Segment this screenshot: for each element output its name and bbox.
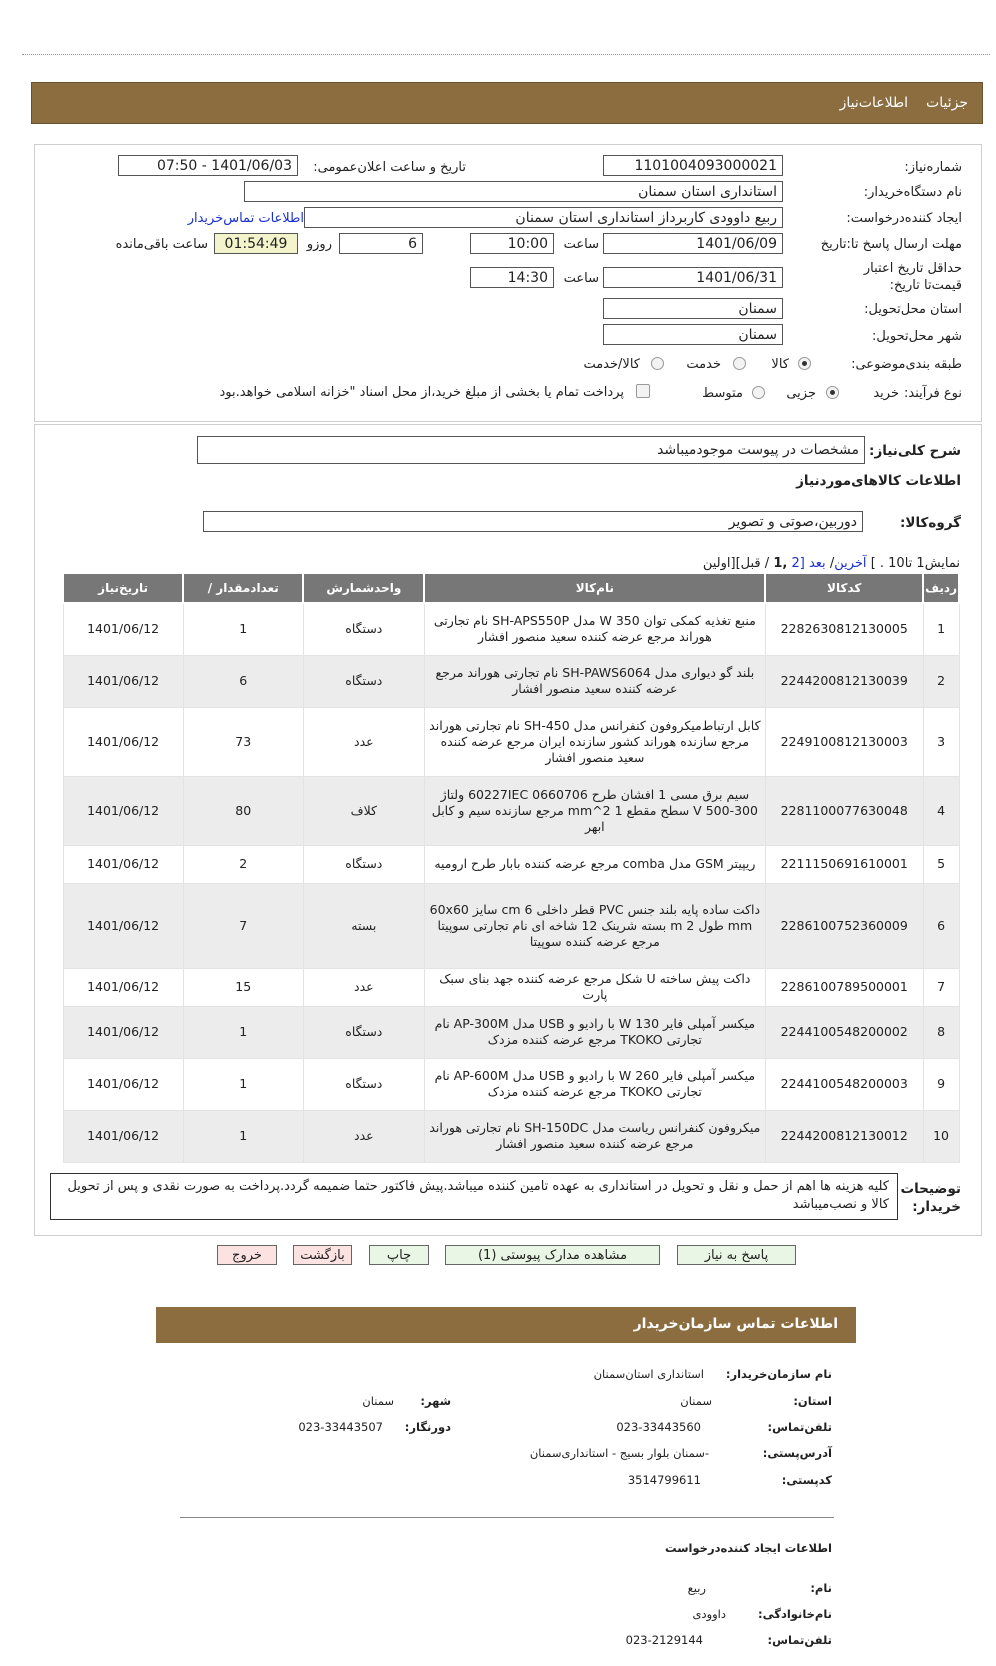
pagination-page-1: ,1 <box>773 556 788 571</box>
contact-city-value: سمنان <box>362 1394 394 1408</box>
deadline-time-field: 10:00 <box>470 233 554 254</box>
pagination-range: نمایش1 تا10 . ] <box>870 556 960 571</box>
cell-date: 1401/06/12 <box>63 845 183 883</box>
category-goods-label: کالا <box>771 357 789 372</box>
cell-unit: دستگاه <box>303 655 424 707</box>
goods-group-field: دوربین،صوتی و تصویر <box>203 511 863 532</box>
cell-name: میکسر آمپلی فایر 260 W با رادیو و USB مدل AP-600M نام تجارتی TKOKO مرجع عرضه کننده مزدک <box>424 1058 765 1110</box>
org-label: نام سازمان‌خریدار: <box>725 1367 832 1381</box>
pagination-page-2[interactable]: [2 <box>791 556 805 571</box>
cell-date: 1401/06/12 <box>63 1110 183 1162</box>
cell-code: 2286100752360009 <box>765 883 923 968</box>
table-row <box>63 883 959 968</box>
process-minor-radio[interactable] <box>826 386 839 399</box>
creator-family-label: نام‌خانوادگی: <box>758 1607 832 1621</box>
table-row <box>63 1006 959 1058</box>
cell-qty: 1 <box>183 1110 303 1162</box>
creator-name-value: ربیع <box>687 1581 706 1595</box>
table-row <box>63 655 959 707</box>
contact-city-label: شهر: <box>420 1394 451 1408</box>
creator-phone-value: 023-2129144 <box>625 1633 703 1647</box>
pagination-prev-first: قبل][اولین <box>702 556 761 571</box>
category-service-label: خدمت <box>686 357 721 372</box>
table-row <box>63 845 959 883</box>
creator-label: ایجاد کننده‌درخواست: <box>846 211 962 226</box>
tab-need-info[interactable]: اطلاعات‌نیاز <box>839 95 908 111</box>
category-goods-radio[interactable] <box>798 357 811 370</box>
col-name: نام‌کالا <box>424 573 765 603</box>
treasury-text: پرداخت تمام یا بخشی از مبلغ خرید،از محل اسناد "خزانه اسلامی خواهد.بود <box>219 385 624 400</box>
cell-code: 2286100789500001 <box>765 968 923 1006</box>
summary-label: شرح کلی‌نیاز: <box>869 443 961 459</box>
cell-name: ریپیتر GSM مدل comba مرجع عرضه کننده بابار طرح ارومیه <box>424 845 765 883</box>
cell-date: 1401/06/12 <box>63 968 183 1006</box>
top-divider <box>22 54 990 55</box>
buyer-org-label: نام دستگاه‌خریدار: <box>863 185 962 200</box>
contact-province-label: استان: <box>793 1394 832 1408</box>
process-medium-radio[interactable] <box>752 386 765 399</box>
cell-name: سیم برق مسی 1 افشان طرح 60227IEC 0660706 ولتاژ 300-500 V سطح مقطع 1 mm^2 مرجع سازنده سیم و کابل ابهر <box>424 776 765 845</box>
goods-table <box>62 572 960 1163</box>
cell-qty: 1 <box>183 1006 303 1058</box>
buyer-notes-label: توضیحات خریدار: <box>900 1181 961 1215</box>
cell-date: 1401/06/12 <box>63 1058 183 1110</box>
address-label: آدرس‌پستی: <box>762 1446 832 1460</box>
contact-title: اطلاعات تماس سازمان‌خریدار <box>633 1316 838 1332</box>
city-field: سمنان <box>603 324 783 345</box>
need-number-label: شماره‌نیاز: <box>904 160 962 175</box>
cell-unit: دستگاه <box>303 1006 424 1058</box>
reply-button[interactable]: پاسخ به نیاز <box>677 1245 796 1265</box>
process-buy-label: خرید <box>873 386 899 401</box>
fax-label: دورنگار: <box>404 1420 451 1434</box>
cell-name: داکت پیش ساخته U شکل مرجع عرضه کننده جهد بنای سبک پارت <box>424 968 765 1006</box>
pagination-last[interactable]: آخرین <box>834 556 867 571</box>
cell-row: 10 <box>923 1110 959 1162</box>
contact-province-value: سمنان <box>680 1394 712 1408</box>
cell-row: 6 <box>923 883 959 968</box>
print-button[interactable]: چاپ <box>369 1245 429 1265</box>
category-both-radio[interactable] <box>651 357 664 370</box>
cell-qty: 2 <box>183 845 303 883</box>
cell-date: 1401/06/12 <box>63 655 183 707</box>
deadline-label: مهلت ارسال پاسخ تا:تاریخ <box>820 237 962 252</box>
category-service-radio[interactable] <box>733 357 746 370</box>
cell-date: 1401/06/12 <box>63 776 183 845</box>
cell-code: 2211150691610001 <box>765 845 923 883</box>
cell-qty: 6 <box>183 655 303 707</box>
pagination <box>703 556 960 571</box>
cell-row: 8 <box>923 1006 959 1058</box>
cell-unit: بسته <box>303 883 424 968</box>
cell-name: کابل ارتباط‌میکروفون کنفرانس مدل SH-450 نام تجارتی هوراند مرجع سازنده هوراند کشور سازنده ایران مرجع عرضه کننده سعید منصور افشار <box>424 707 765 776</box>
buyer-notes-field: کلیه هزینه ها اهم از حمل و نقل و تحویل در استانداری به عهده تامین کننده میباشد.پیش فاکتور حتما ضمیمه گردد.پرداخت به صورت نقدی و پس از تحویل کالا و نصب‌میباشد <box>50 1173 898 1220</box>
postal-label: کدپستی: <box>781 1473 832 1487</box>
cell-unit: کلاف <box>303 776 424 845</box>
cell-qty: 7 <box>183 883 303 968</box>
contact-divider <box>180 1517 834 1518</box>
pagination-sep: / <box>829 556 835 571</box>
buyer-org-field: استانداری استان سمنان <box>244 181 783 202</box>
announce-label: تاریخ و ساعت اعلان‌عمومی: <box>313 160 466 175</box>
creator-family-value: داوودی <box>692 1607 726 1621</box>
goods-group-label: گروه‌کالا: <box>900 515 961 531</box>
col-row: ردیف <box>923 573 959 603</box>
process-minor-label: جزیی <box>786 386 816 401</box>
cell-code: 2281100077630048 <box>765 776 923 845</box>
cell-date: 1401/06/12 <box>63 1006 183 1058</box>
table-row <box>63 968 959 1006</box>
price-validity-date-field: 1401/06/31 <box>603 267 783 288</box>
province-label: استان محل‌تحویل: <box>864 302 962 317</box>
cell-unit: دستگاه <box>303 1058 424 1110</box>
contact-header <box>156 1307 856 1343</box>
province-field: سمنان <box>603 298 783 319</box>
cell-code: 2282630812130005 <box>765 603 923 655</box>
deadline-date-field: 1401/06/09 <box>603 233 783 254</box>
remaining-time-field: 01:54:49 <box>214 233 298 254</box>
cell-code: 2244200812130039 <box>765 655 923 707</box>
cell-qty: 1 <box>183 1058 303 1110</box>
cell-date: 1401/06/12 <box>63 707 183 776</box>
cell-unit: عدد <box>303 968 424 1006</box>
cell-name: میکسر آمپلی فایر 130 W با رادیو و USB مدل AP-300M نام تجارتی TKOKO مرجع عرضه کننده مزدک <box>424 1006 765 1058</box>
pagination-next[interactable]: بعد <box>808 556 826 571</box>
remaining-label: ساعت باقی‌مانده <box>115 237 208 252</box>
cell-code: 2244100548200002 <box>765 1006 923 1058</box>
announce-date-field: 1401/06/03 - 07:50 <box>118 155 298 176</box>
table-header-row <box>63 573 959 603</box>
cell-row: 1 <box>923 603 959 655</box>
cell-qty: 1 <box>183 603 303 655</box>
goods-info-title: اطلاعات کالاهای‌موردنیاز <box>796 473 961 489</box>
cell-row: 7 <box>923 968 959 1006</box>
cell-row: 3 <box>923 707 959 776</box>
table-row <box>63 776 959 845</box>
cell-code: 2244200812130012 <box>765 1110 923 1162</box>
exit-button[interactable]: خروج <box>217 1245 277 1265</box>
price-validity-time-label: ساعت <box>563 271 599 286</box>
cell-code: 2244100548200003 <box>765 1058 923 1110</box>
postal-value: 3514799611 <box>627 1473 701 1487</box>
creator-name-label: نام: <box>810 1581 832 1595</box>
cell-name: داکت ساده پایه بلند جنس PVC قطر داخلی 6 cm سایز 60x60 mm طول 2 m بسته شرینک 12 شاخه ای نام تجارتی سوپیتا مرجع عرضه کننده سوپیتا <box>424 883 765 968</box>
city-label: شهر محل‌تحویل: <box>872 329 962 344</box>
price-validity-label: حداقل تاریخ اعتبار قیمت‌تا تاریخ: <box>863 261 962 293</box>
process-medium-label: متوسط <box>702 386 743 401</box>
cell-unit: دستگاه <box>303 603 424 655</box>
creator-field: ربیع داوودی کاربرداز استانداری استان سمنان <box>304 207 783 228</box>
phone-label: تلفن‌تماس: <box>767 1420 832 1434</box>
col-unit: واحدشمارش <box>303 573 424 603</box>
cell-row: 2 <box>923 655 959 707</box>
process-label: نوع فرآیند: <box>904 386 962 401</box>
table-row <box>63 603 959 655</box>
table-row <box>63 1058 959 1110</box>
category-label: طبقه بندی‌موضوعی: <box>851 357 962 372</box>
cell-name: بلند گو دیواری مدل SH-PAWS6064 نام تجارتی هوراند مرجع عرضه کننده سعید منصور افشار <box>424 655 765 707</box>
cell-date: 1401/06/12 <box>63 883 183 968</box>
need-number-field: 1101004093000021 <box>603 155 783 176</box>
buyer-contact-link[interactable]: اطلاعات تماس‌خریدار <box>187 211 304 226</box>
cell-qty: 73 <box>183 707 303 776</box>
cell-name: میکروفون کنفرانس ریاست مدل SH-150DC نام تجارتی هوراند مرجع عرضه کننده سعید منصور افشار <box>424 1110 765 1162</box>
creator-info-title: اطلاعات ایجاد کننده‌درخواست <box>665 1541 832 1555</box>
days-field: 6 <box>339 233 423 254</box>
cell-code: 2249100812130003 <box>765 707 923 776</box>
fax-value: 023-33443507 <box>298 1420 383 1434</box>
pagination-sep-2: / <box>764 556 770 571</box>
address-value: -سمنان بلوار بسیج - استانداری‌سمنان <box>529 1446 709 1460</box>
cell-name: منبع تغذیه کمکی توان 350 W مدل SH-APS550P نام تجارتی هوراند مرجع عرضه کننده سعید منصور افشار <box>424 603 765 655</box>
phone-value: 023-33443560 <box>616 1420 701 1434</box>
price-validity-time-field: 14:30 <box>470 267 554 288</box>
cell-qty: 80 <box>183 776 303 845</box>
tab-details[interactable]: جزئیات <box>926 95 968 111</box>
back-button[interactable]: بازگشت <box>293 1245 352 1265</box>
col-qty: تعدادمقدار / <box>183 573 303 603</box>
table-row <box>63 1110 959 1162</box>
cell-unit: دستگاه <box>303 845 424 883</box>
col-code: کدکالا <box>765 573 923 603</box>
category-both-label: کالا/خدمت <box>583 357 640 372</box>
cell-qty: 15 <box>183 968 303 1006</box>
org-value: استانداری استان‌سمنان <box>593 1367 704 1381</box>
cell-row: 5 <box>923 845 959 883</box>
view-docs-button[interactable]: مشاهده مدارک پیوستی (1) <box>445 1245 660 1265</box>
days-label: روزو <box>306 237 332 252</box>
cell-row: 9 <box>923 1058 959 1110</box>
deadline-time-label: ساعت <box>563 237 599 252</box>
cell-row: 4 <box>923 776 959 845</box>
table-row <box>63 707 959 776</box>
treasury-checkbox[interactable] <box>636 384 650 398</box>
summary-field: مشخصات در پیوست موجودمیباشد <box>197 436 865 464</box>
cell-unit: عدد <box>303 1110 424 1162</box>
page-header <box>31 82 983 124</box>
cell-date: 1401/06/12 <box>63 603 183 655</box>
cell-unit: عدد <box>303 707 424 776</box>
col-date: تاریخ‌نیاز <box>63 573 183 603</box>
creator-phone-label: تلفن‌تماس: <box>767 1633 832 1647</box>
